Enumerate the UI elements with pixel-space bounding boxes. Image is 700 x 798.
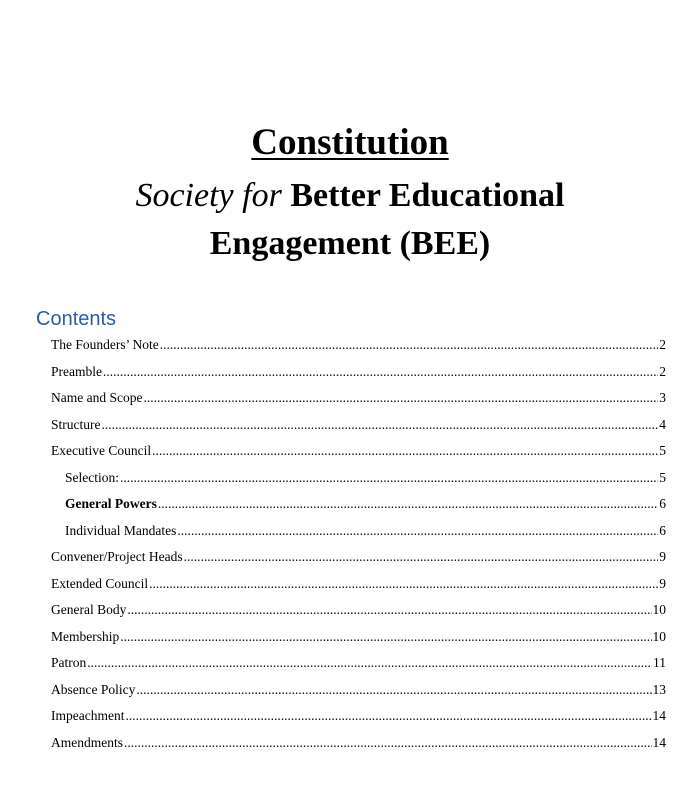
toc-entry-label: The Founders’ Note: [51, 337, 159, 353]
toc-page-number: 10: [652, 602, 666, 618]
toc-page-number: 13: [652, 681, 666, 697]
toc-entry-label: Selection:: [65, 469, 119, 485]
toc-entry-name-and-scope[interactable]: [51, 385, 666, 412]
toc-entry-label: Absence Policy: [51, 681, 136, 697]
toc-page-number: 11: [653, 655, 666, 671]
toc-page-number: 14: [652, 734, 666, 750]
toc-entry-general-body[interactable]: [51, 597, 666, 624]
toc-page-number: 5: [659, 443, 666, 459]
toc-page-number: 2: [659, 337, 666, 353]
toc-page-number: 6: [659, 522, 666, 538]
toc-dot-leader: [177, 523, 658, 539]
document-title: Constitution: [251, 122, 449, 163]
toc-page-number: 14: [652, 708, 666, 724]
toc-page-number: 10: [652, 628, 666, 644]
subtitle-bold-line2: Engagement (BEE): [209, 225, 491, 262]
toc-entry-impeachment[interactable]: [51, 703, 666, 730]
toc-page-number: 5: [659, 469, 666, 485]
toc-page-number: 4: [659, 416, 666, 432]
toc-dot-leader: [160, 337, 659, 353]
toc-entry-label: General Body: [51, 602, 127, 618]
toc-dot-leader: [136, 682, 651, 698]
contents-heading: Contents: [36, 308, 117, 330]
toc-entry-individual-mandates[interactable]: [51, 518, 666, 545]
toc-entry-extended-council[interactable]: [51, 571, 666, 598]
toc-dot-leader: [152, 443, 658, 459]
toc-entry-label: Convener/Project Heads: [51, 549, 183, 565]
toc-entry-label: General Powers: [65, 496, 157, 512]
toc-dot-leader: [87, 655, 652, 671]
toc-entry-convener-project-heads[interactable]: [51, 544, 666, 571]
toc-page-number: 9: [659, 575, 666, 591]
toc-entry-preamble[interactable]: [51, 359, 666, 386]
toc-entry-label: Individual Mandates: [65, 522, 177, 538]
toc-entry-structure[interactable]: [51, 412, 666, 439]
toc-entry-absence-policy[interactable]: [51, 677, 666, 704]
toc-entry-label: Impeachment: [51, 708, 125, 724]
document-subtitle: [0, 172, 700, 268]
table-of-contents: [51, 332, 666, 756]
toc-dot-leader: [120, 629, 651, 645]
toc-entry-membership[interactable]: [51, 624, 666, 651]
toc-entry-patron[interactable]: [51, 650, 666, 677]
toc-entry-label: Patron: [51, 655, 87, 671]
toc-page-number: 2: [659, 363, 666, 379]
toc-dot-leader: [120, 470, 658, 486]
toc-entry-executive-council[interactable]: [51, 438, 666, 465]
toc-entry-selection[interactable]: [51, 465, 666, 492]
toc-entry-general-powers[interactable]: [51, 491, 666, 518]
toc-entry-label: Membership: [51, 628, 120, 644]
subtitle-bold-line1: Better Educational: [290, 177, 565, 214]
toc-dot-leader: [102, 417, 659, 433]
toc-dot-leader: [124, 735, 652, 751]
toc-dot-leader: [125, 708, 651, 724]
toc-dot-leader: [149, 576, 658, 592]
toc-dot-leader: [143, 390, 658, 406]
toc-dot-leader: [184, 549, 659, 565]
toc-dot-leader: [103, 364, 658, 380]
toc-entry-label: Executive Council: [51, 443, 152, 459]
toc-entry-label: Preamble: [51, 363, 102, 379]
toc-entry-amendments[interactable]: [51, 730, 666, 757]
toc-page-number: 9: [659, 549, 666, 565]
toc-entry-label: Name and Scope: [51, 390, 143, 406]
toc-dot-leader: [127, 602, 651, 618]
toc-entry-label: Extended Council: [51, 575, 149, 591]
toc-entry-founders-note[interactable]: [51, 332, 666, 359]
toc-entry-label: Amendments: [51, 734, 123, 750]
toc-entry-label: Structure: [51, 416, 101, 432]
toc-page-number: 3: [659, 390, 666, 406]
subtitle-italic-text: Society for: [135, 177, 291, 214]
toc-page-number: 6: [659, 496, 666, 512]
toc-dot-leader: [158, 496, 658, 512]
